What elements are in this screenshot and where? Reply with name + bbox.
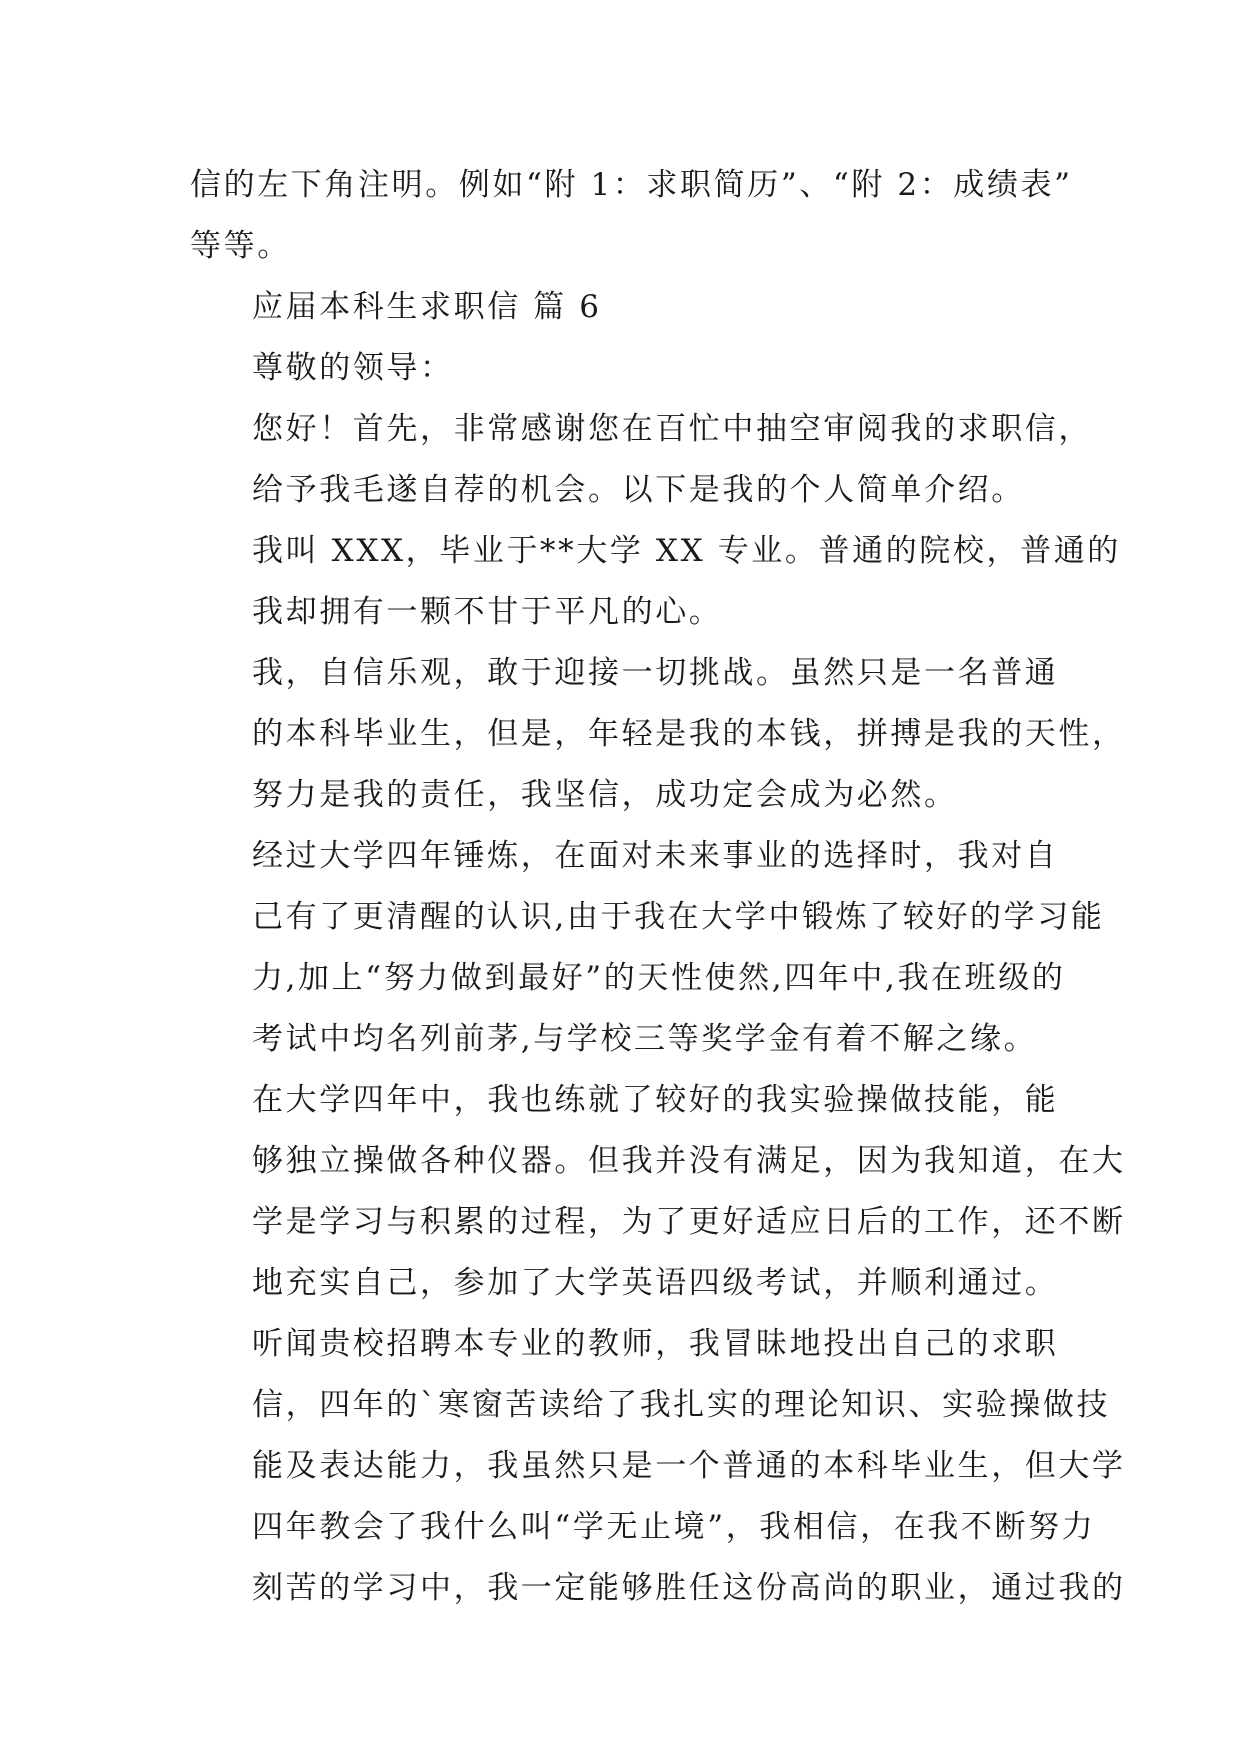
salutation: 尊敬的领导： [252, 350, 454, 386]
text-line: 够独立操做各种仪器。但我并没有满足，因为我知道，在大 [252, 1143, 1126, 1179]
paragraph-personality [190, 643, 1126, 826]
paragraph-application [190, 1314, 1126, 1619]
section-heading: 应届本科生求职信 篇 6 [252, 289, 602, 325]
text-line: 经过大学四年锤炼，在面对未来事业的选择时，我对自 [252, 838, 1059, 874]
text-line: 刻苦的学习中，我一定能够胜任这份高尚的职业，通过我的 [252, 1570, 1126, 1606]
text-line: 等等。 [190, 228, 291, 264]
text-line: 我却拥有一颗不甘于平凡的心。 [252, 594, 723, 630]
text-line: 我，自信乐观，敢于迎接一切挑战。虽然只是一名普通 [252, 655, 1059, 691]
text-line: 听闻贵校招聘本专业的教师，我冒昧地投出自己的求职 [252, 1326, 1059, 1362]
text-line: 的本科毕业生，但是，年轻是我的本钱，拼搏是我的天性， [252, 716, 1126, 752]
text-line: 努力是我的责任，我坚信，成功定会成为必然。 [252, 777, 958, 813]
paragraph-greeting [190, 399, 1092, 521]
text-line: 地充实自己，参加了大学英语四级考试，并顺利通过。 [252, 1265, 1059, 1301]
text-line: 考试中均名列前茅,与学校三等奖学金有着不解之缘。 [252, 1021, 1038, 1057]
continuation-paragraph [190, 155, 1073, 277]
text-line: 信的左下角注明。例如“附 1：求职简历”、“附 2：成绩表” [190, 167, 1073, 203]
paragraph-study [190, 826, 1105, 1070]
text-line: 能及表达能力，我虽然只是一个普通的本科毕业生，但大学 [252, 1448, 1126, 1484]
text-line: 我叫 XXX，毕业于**大学 XX 专业。普通的院校，普通的 [252, 533, 1121, 569]
letter-body [190, 155, 1126, 1619]
text-line: 己有了更清醒的认识,由于我在大学中锻炼了较好的学习能 [252, 899, 1105, 935]
text-line: 学是学习与积累的过程，为了更好适应日后的工作，还不断 [252, 1204, 1126, 1240]
text-line: 力,加上“努力做到最好”的天性使然,四年中,我在班级的 [252, 960, 1066, 996]
text-line: 信，四年的`寒窗苦读给了我扎实的理论知识、实验操做技 [252, 1387, 1111, 1423]
text-line: 四年教会了我什么叫“学无止境”，我相信，在我不断努力 [252, 1509, 1096, 1545]
text-line: 给予我毛遂自荐的机会。以下是我的个人简单介绍。 [252, 472, 1025, 508]
text-line: 您好！首先，非常感谢您在百忙中抽空审阅我的求职信， [252, 411, 1092, 447]
paragraph-introduction [190, 521, 1121, 643]
text-line: 在大学四年中，我也练就了较好的我实验操做技能，能 [252, 1082, 1059, 1118]
paragraph-skills [190, 1070, 1126, 1314]
